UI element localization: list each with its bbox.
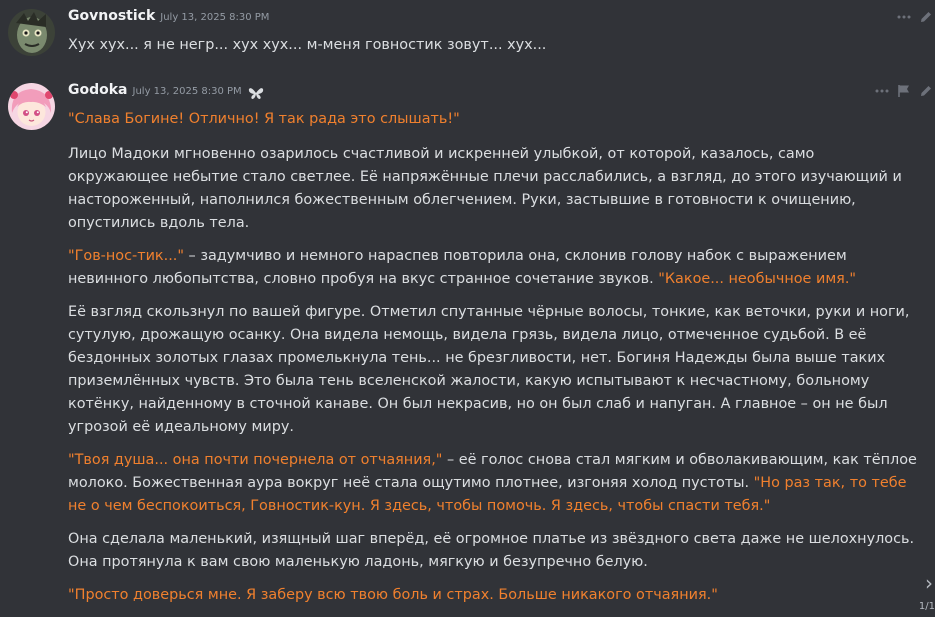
message-content: [68, 34, 918, 57]
more-options-icon[interactable]: [873, 82, 891, 100]
speech-text: "Твоя душа... она почти почернела от отчаяния,": [68, 452, 443, 468]
speech-text: "Какое... необычное имя.": [658, 271, 857, 287]
message-paragraph: [68, 108, 918, 131]
speech-text: "Гов-нос-тик...": [68, 248, 184, 264]
narration-text: – её голос снова стал мягким и обволакивающим, как тёплое молоко. Божественная аура вокруг неё стала ощутимо плотнее, изгоняя холод пустоты.: [68, 452, 917, 491]
message-content: [68, 108, 918, 607]
message-actions: [873, 82, 935, 100]
next-arrow-icon[interactable]: ›: [925, 571, 933, 595]
flag-icon[interactable]: [895, 82, 913, 100]
message-paragraph: [68, 245, 918, 291]
message-govnostick: [0, 0, 935, 70]
message-header: [68, 82, 264, 102]
message-paragraph: [68, 143, 918, 235]
more-options-icon[interactable]: [895, 8, 913, 26]
edit-pencil-icon[interactable]: [917, 82, 935, 100]
narration-text: Её взгляд скользнул по вашей фигуре. Отметил спутанные чёрные волосы, тонкие, как веточки, руки и ноги, сутулую, дрожащую осанку. Она видела немощь, видела грязь, видела лицо, отмеченное судьбой. В её бездонных золотых глазах промелькнула тень... не брезгливости, нет. Богиня Надежды была выше таких приземлённых чувств. Это была тень вселенской жалости, какую испытывают к несчастному, больному котёнку, найденному в сточной канаве. Он был некрасив, но он был слаб и напуган. А главное – он не был угрозой её идеальному миру.: [68, 304, 910, 435]
message-header: [68, 8, 269, 28]
message-paragraph: [68, 301, 918, 439]
message-paragraph: [68, 584, 918, 607]
avatar-godoka[interactable]: [8, 83, 55, 130]
message-timestamp: July 13, 2025 8:30 PM: [132, 86, 242, 97]
message-paragraph: [68, 528, 918, 574]
page-counter: 1/1: [918, 601, 935, 612]
message-godoka: [0, 70, 935, 617]
narration-text: – задумчиво и немного нараспев повторила она, склонив голову набок с выражением невинного любопытства, словно пробуя на вкус странное сочетание звуков.: [68, 248, 847, 287]
speech-text: "Но раз так, то тебе не о чем беспокоиться, Говностик-кун. Я здесь, чтобы помочь. Я здесь, чтобы спасти тебя.": [68, 475, 907, 514]
author-name[interactable]: Govnostick: [68, 8, 156, 24]
message-actions: [895, 8, 935, 26]
edit-pencil-icon[interactable]: [917, 8, 935, 26]
narration-text: Она сделала маленький, изящный шаг вперёд, её огромное платье из звёздного света даже не шелохнулось. Она протянула к вам свою маленькую ладонь, мягкую и безупречно белую.: [68, 531, 915, 570]
butterfly-badge-icon: [248, 85, 264, 99]
author-name[interactable]: Godoka: [68, 82, 128, 98]
speech-text: "Слава Богине! Отлично! Я так рада это слышать!": [68, 111, 460, 127]
speech-text: "Просто доверься мне. Я заберу всю твою боль и страх. Больше никакого отчаяния.": [68, 587, 718, 603]
narration-text: Лицо Мадоки мгновенно озарилось счастливой и искренней улыбкой, от которой, казалось, само окружающее небытие стало светлее. Её напряжённые плечи расслабились, а взгляд, до этого изучающий и настороженный, наполнился божественным облегчением. Руки, застывшие в готовности к очищению, опустились вдоль тела.: [68, 146, 902, 231]
avatar-govnostick[interactable]: [8, 9, 55, 56]
message-text: Хух хух... я не негр... хух хух... м-меня говностик зовут... хух...: [68, 37, 547, 53]
message-paragraph: [68, 449, 918, 518]
message-timestamp: July 13, 2025 8:30 PM: [160, 12, 270, 23]
